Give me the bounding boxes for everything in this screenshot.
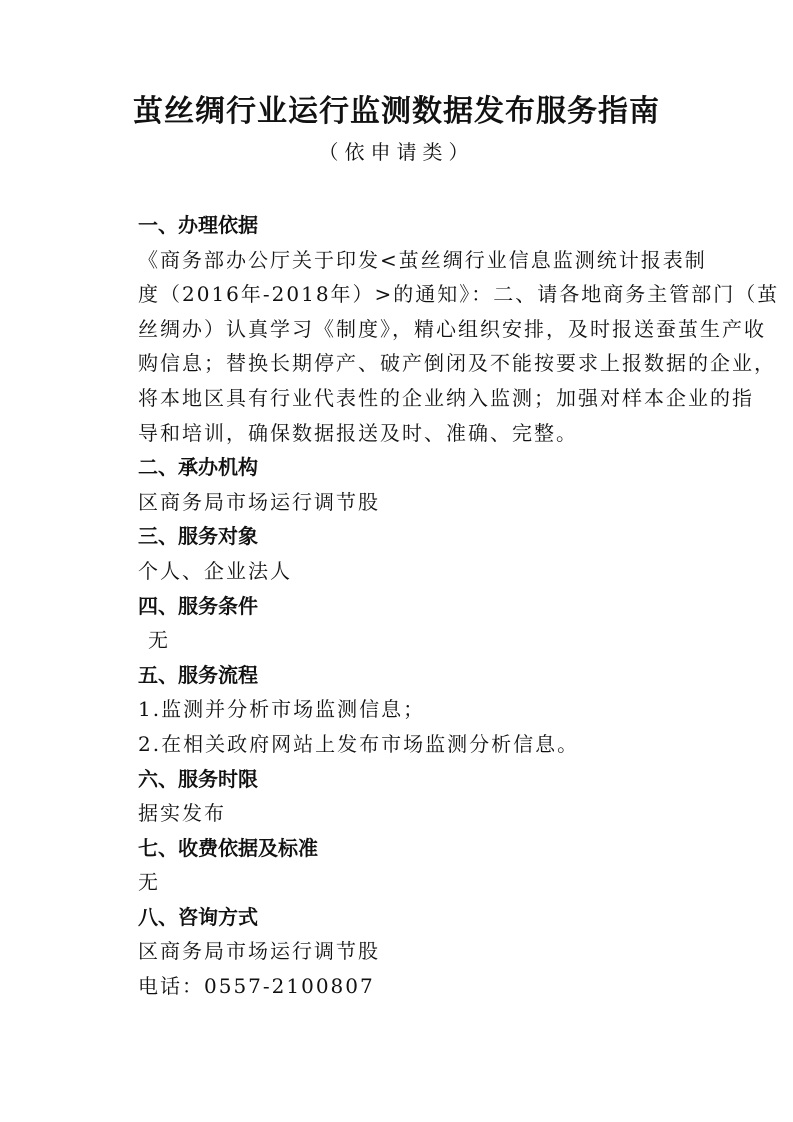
contact-phone: 电话：0557-2100807 [138, 974, 375, 999]
section-heading-time-limit: 六、服务时限 [138, 766, 258, 791]
section-text-fees: 无 [138, 870, 160, 895]
paragraph-line: 丝绸办）认真学习《制度》，精心组织安排，及时报送蚕茧生产收 [138, 316, 766, 341]
paragraph-line: 导和培训，确保数据报送及时、准确、完整。 [138, 420, 578, 445]
document-body [138, 208, 780, 1004]
document-title: 茧丝绸行业运行监测数据发布服务指南 [133, 94, 660, 129]
process-step: 1.监测并分析市场监测信息； [138, 697, 426, 722]
paragraph-line: 度（2016年-2018年）>的通知》：二、请各地商务主管部门（茧 [138, 282, 780, 307]
contact-office: 区商务局市场运行调节股 [138, 939, 380, 964]
section-text-agency: 区商务局市场运行调节股 [138, 489, 380, 514]
section-heading-conditions: 四、服务条件 [138, 593, 258, 618]
paragraph-line: 将本地区具有行业代表性的企业纳入监测；加强对样本企业的指 [138, 385, 754, 410]
paragraph-line: 《商务部办公厅关于印发<茧丝绸行业信息监测统计报表制 [138, 247, 707, 272]
section-text-audience: 个人、企业法人 [138, 558, 292, 583]
section-heading-contact: 八、咨询方式 [138, 904, 258, 929]
section-heading-audience: 三、服务对象 [138, 524, 258, 549]
section-text-time-limit: 据实发布 [138, 801, 226, 826]
section-paragraph-basis [138, 243, 780, 451]
section-heading-agency: 二、承办机构 [138, 455, 258, 480]
process-step: 2.在相关政府网站上发布市场监测分析信息。 [138, 731, 580, 756]
section-heading-fees: 七、收费依据及标准 [138, 835, 318, 860]
section-text-conditions: 无 [148, 628, 170, 653]
section-heading-process: 五、服务流程 [138, 662, 258, 687]
paragraph-line: 购信息；替换长期停产、破产倒闭及不能按要求上报数据的企业， [138, 351, 776, 376]
section-heading-basis: 一、办理依据 [138, 213, 258, 237]
document-subtitle: （依申请类） [318, 140, 475, 164]
